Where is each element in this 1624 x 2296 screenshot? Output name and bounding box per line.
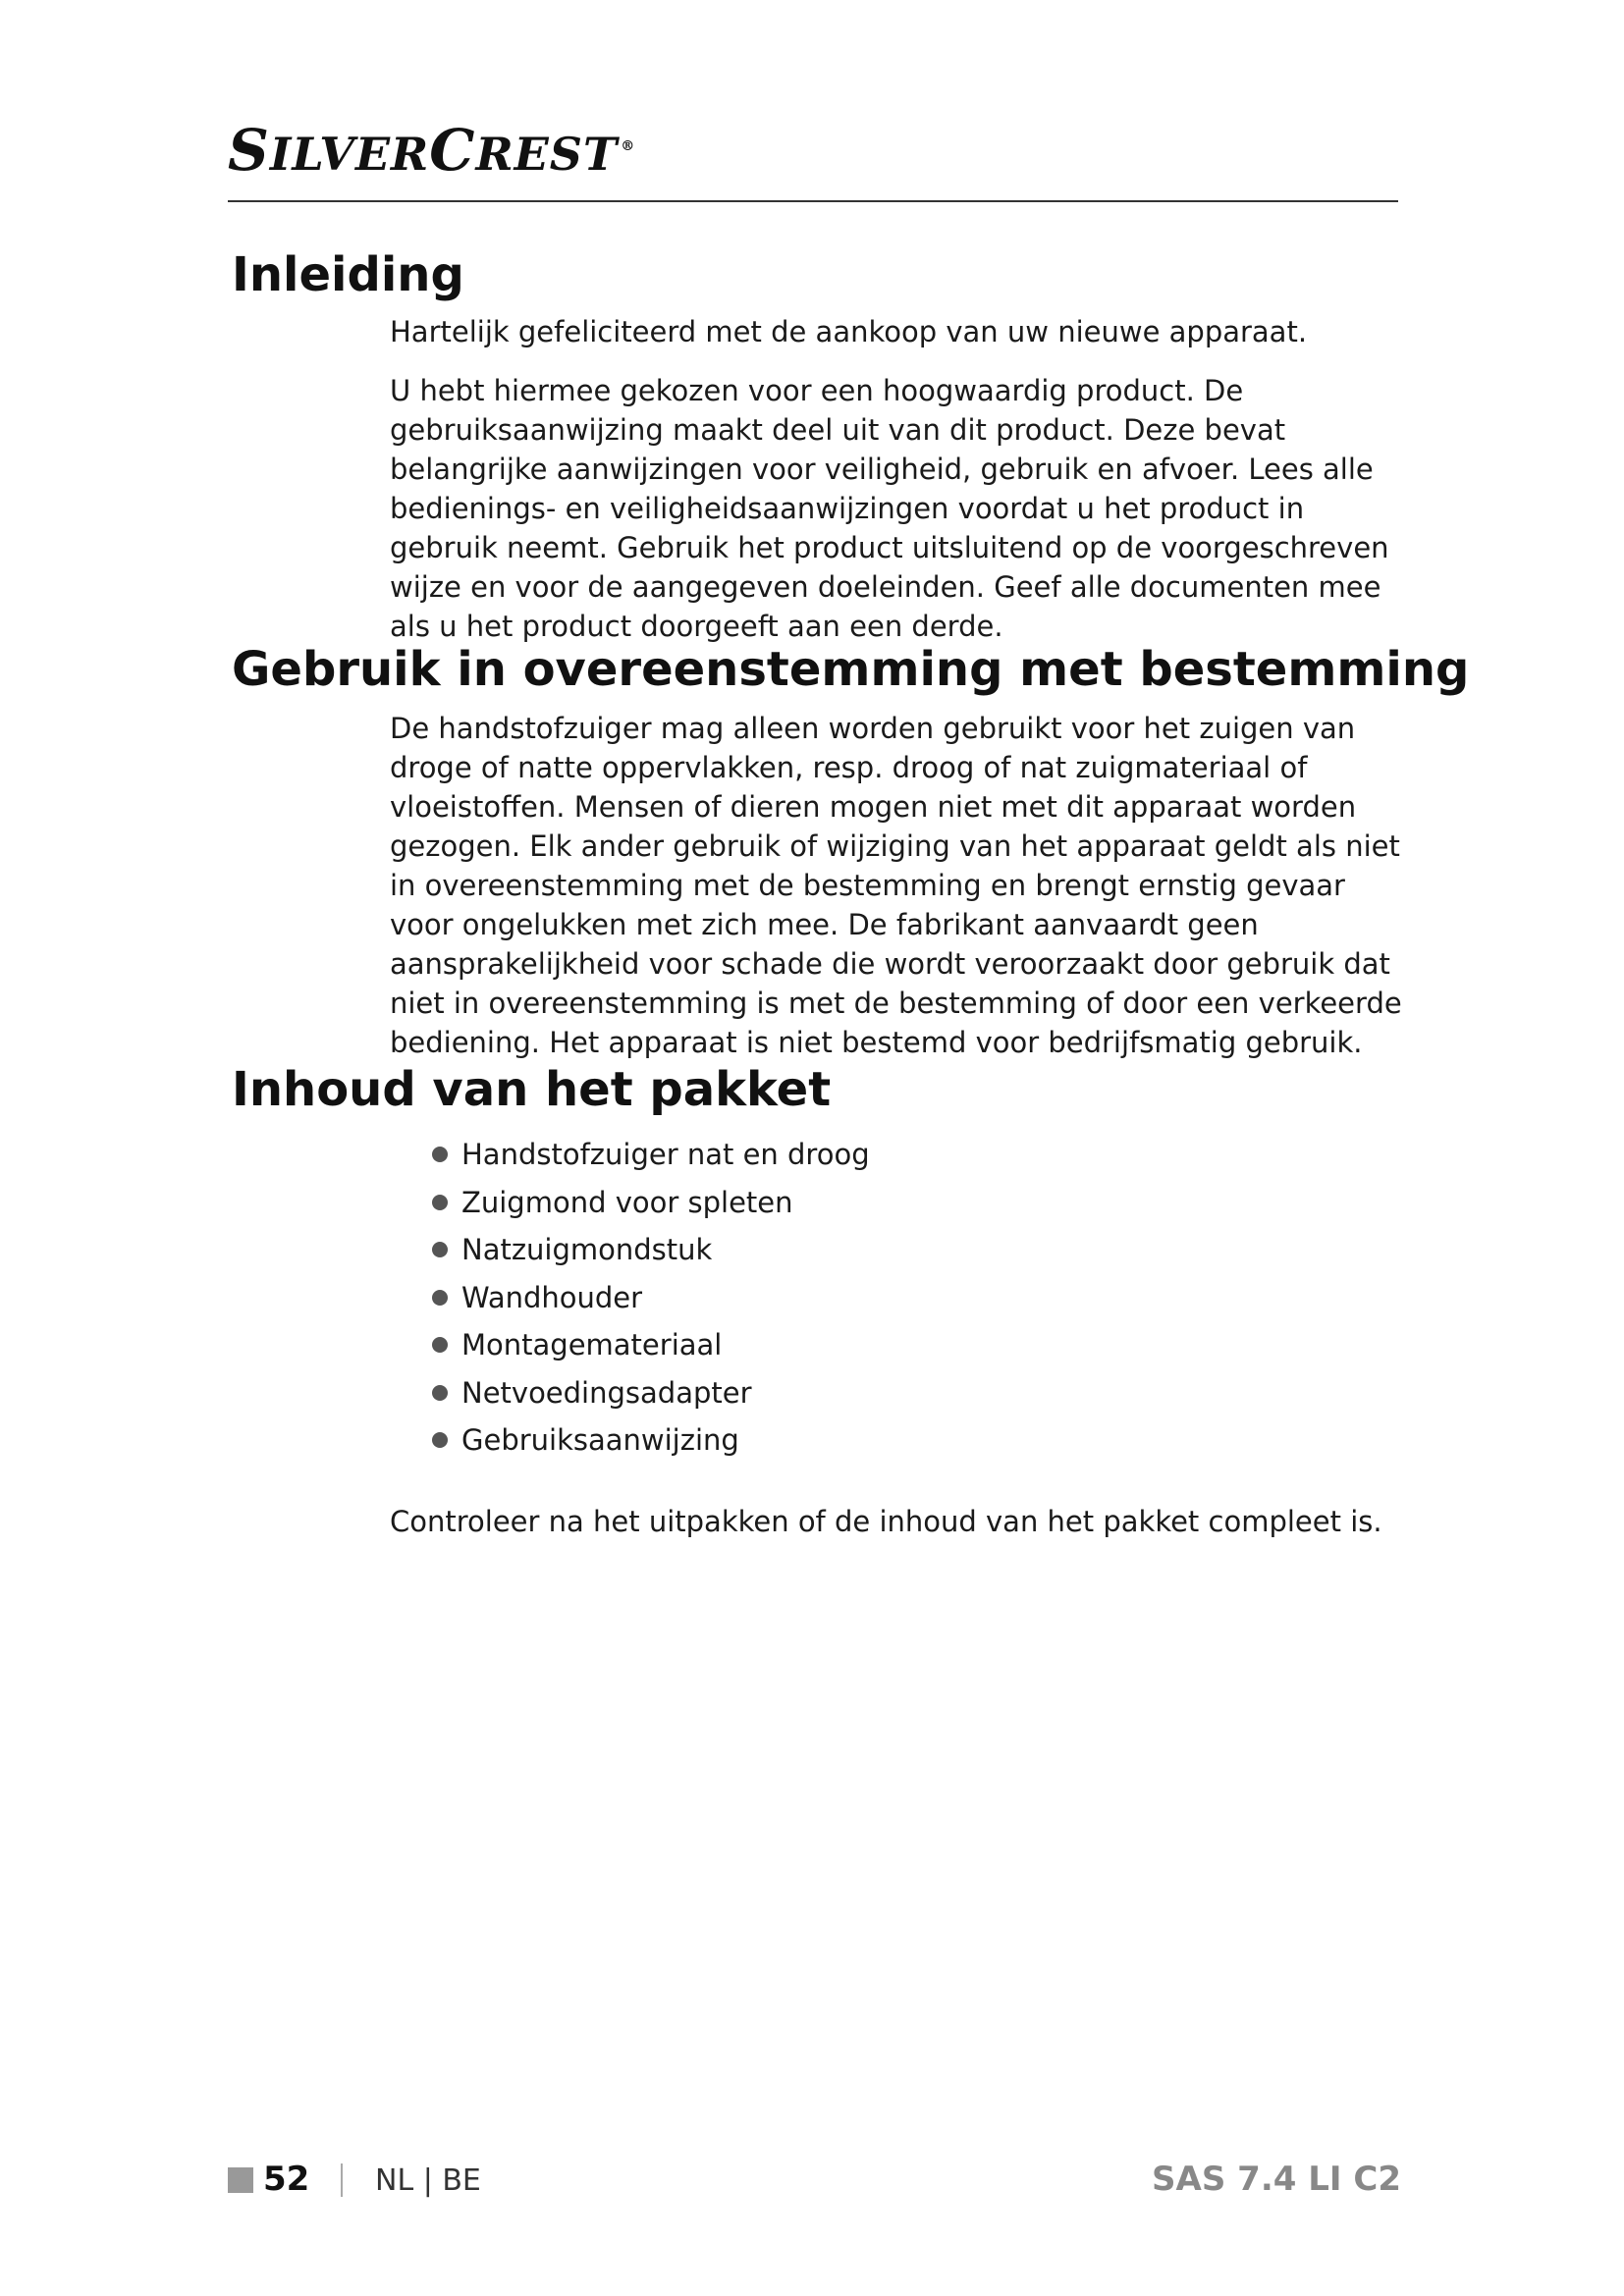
registered-mark: ® (621, 137, 636, 154)
list-item: Handstofzuiger nat en droog (432, 1131, 870, 1179)
bullet-icon (432, 1195, 448, 1210)
list-item: Natzuigmondstuk (432, 1226, 870, 1274)
list-item: Wandhouder (432, 1274, 870, 1322)
bullet-icon (432, 1290, 448, 1306)
list-item: Netvoedingsadapter (432, 1369, 870, 1417)
bullet-icon (432, 1147, 448, 1162)
bullet-icon (432, 1432, 448, 1448)
bullet-icon (432, 1337, 448, 1353)
footer-divider (341, 2163, 343, 2197)
page-footer (228, 2160, 1401, 2203)
logo-letters: ILVER (269, 128, 430, 181)
intro-paragraph-1: Hartelijk gefeliciteerd met de aankoop van uw nieuwe apparaat. (390, 315, 1308, 348)
intro-paragraph-2: U hebt hiermee gekozen voor een hoogwaardig product. De gebruiksaanwijzing maakt deel uit van dit product. Deze bevat belangrijke aanwijzingen voor veiligheid, gebruik en afvoer. Lees alle bedienings- en veiligheidsaanwijzingen voordat u het product in gebruik neemt. Gebruik het product uitsluitend op de voorgeschreven wijze en voor de aangegeven doeleinden. Geef alle documenten mee als u het product doorgeeft aan een derde. (390, 374, 1389, 643)
footer-square-icon (228, 2167, 253, 2193)
section-title-intended-use: Gebruik in overeenstemming met bestemming (232, 642, 1470, 697)
logo-letters: REST (475, 128, 619, 181)
bullet-icon (432, 1242, 448, 1257)
brand-logo (228, 117, 636, 184)
logo-letter: S (228, 117, 270, 184)
section-title-contents: Inhoud van het pakket (232, 1062, 832, 1117)
model-number: SAS 7.4 LI C2 (1152, 2160, 1401, 2199)
logo-letter: C (429, 117, 476, 184)
contents-note: Controleer na het uitpakken of de inhoud van het pakket compleet is. (390, 1505, 1382, 1538)
list-item: Gebruiksaanwijzing (432, 1416, 870, 1465)
header-divider (228, 200, 1398, 202)
bullet-icon (432, 1385, 448, 1401)
contents-list (432, 1131, 870, 1465)
section-title-intro: Inleiding (232, 247, 464, 302)
page-number: 52 (263, 2160, 310, 2199)
intended-use-paragraph: De handstofzuiger mag alleen worden gebruikt voor het zuigen van droge of natte oppervlakken, resp. droog of nat zuigmateriaal of vloeistoffen. Mensen of dieren mogen niet met dit apparaat worden gezogen. Elk ander gebruik of wijziging van het apparaat geldt als niet in overeenstemming met de bestemming en brengt ernstig gevaar voor ongelukken met zich mee. De fabrikant aanvaardt geen aansprakelijkheid voor schade die wordt veroorzaakt door gebruik dat niet in overeenstemming is met de bestemming of door een verkeerde bediening. Het apparaat is niet bestemd voor bedrijfsmatig gebruik. (390, 712, 1402, 1059)
language-label: NL | BE (375, 2163, 481, 2198)
list-item: Zuigmond voor spleten (432, 1179, 870, 1227)
list-item: Montagemateriaal (432, 1321, 870, 1369)
